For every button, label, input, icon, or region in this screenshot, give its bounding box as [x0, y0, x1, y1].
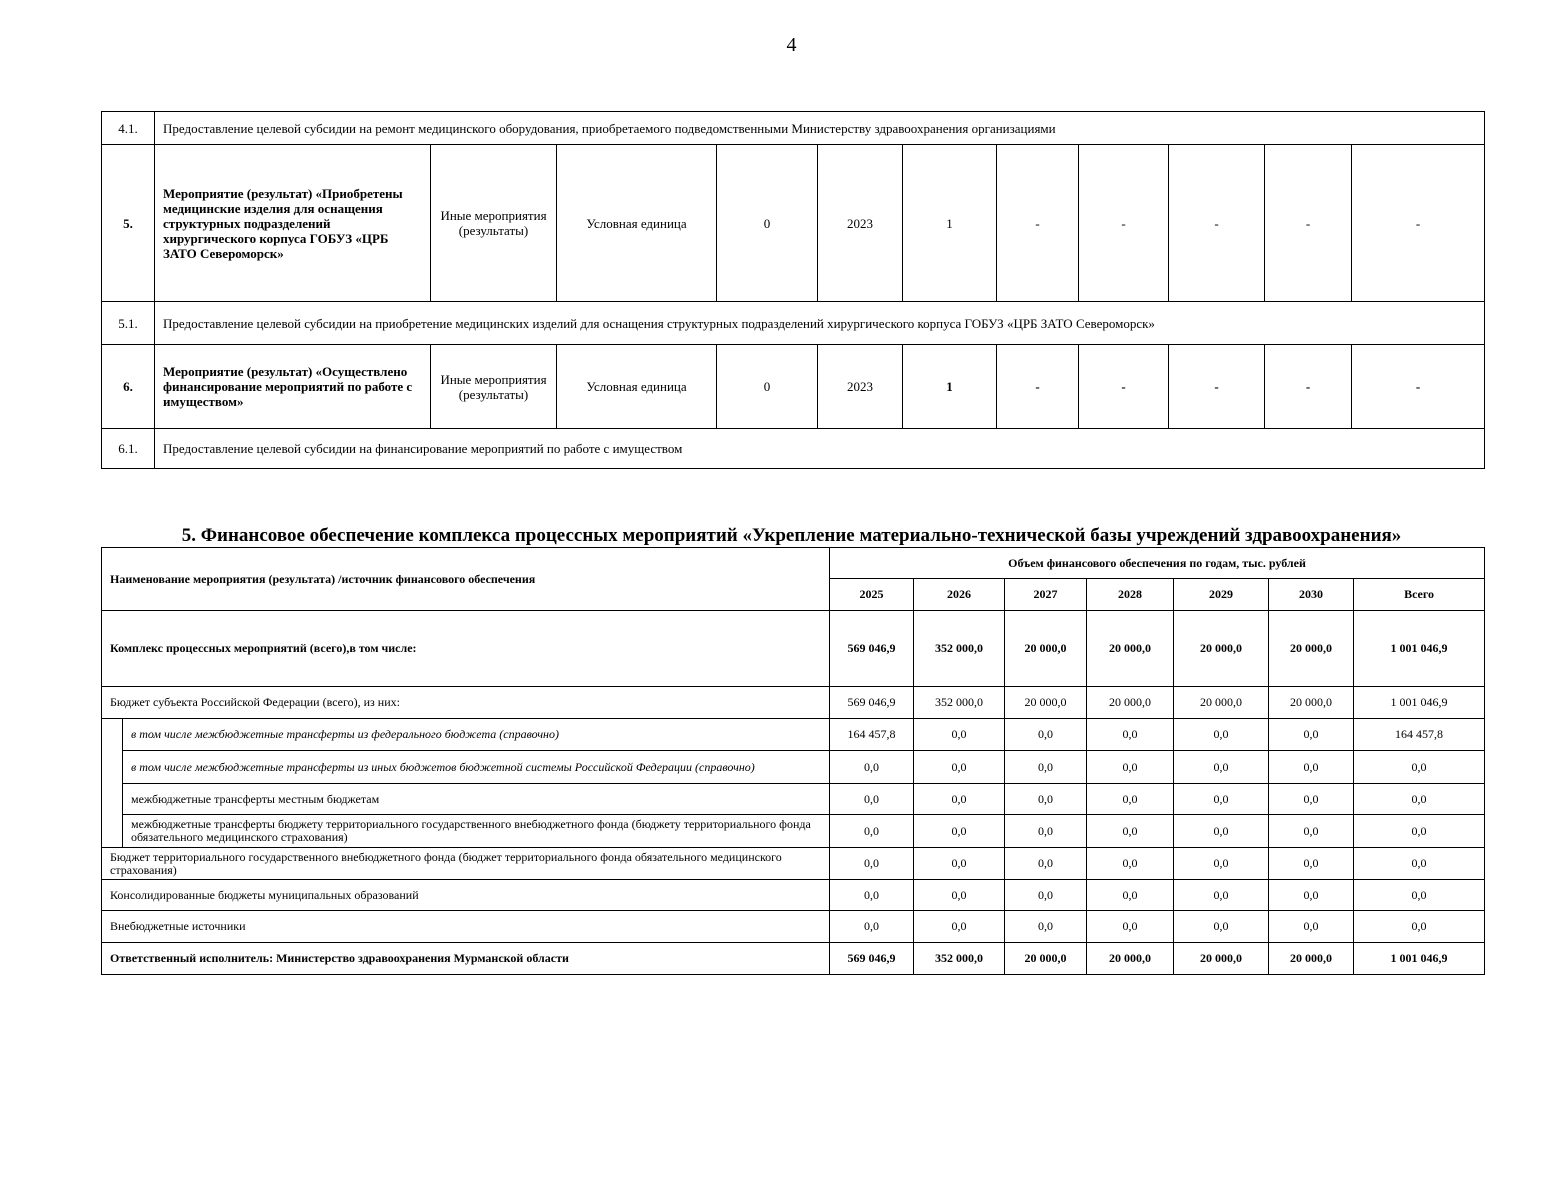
- amount-cell: 0,0: [1174, 751, 1269, 784]
- row-label: Бюджет территориального государственного внебюджетного фонда (бюджет территориального фонда обязательного медицинского страхования): [102, 848, 830, 880]
- value-cell: -: [1265, 345, 1352, 429]
- base-year: 2023: [818, 145, 903, 302]
- page-number: 4: [786, 34, 797, 56]
- year-header: 2030: [1269, 579, 1354, 611]
- amount-cell: 0,0: [830, 751, 914, 784]
- table-row: [102, 943, 1485, 975]
- amount-cell: 0,0: [1005, 848, 1087, 880]
- table-row: [102, 880, 1485, 911]
- row-text: Предоставление целевой субсидии на финансирование мероприятий по работе с имуществом: [155, 429, 1485, 469]
- table-row: [102, 687, 1485, 719]
- row-number: 6.1.: [102, 429, 155, 469]
- value-cell: -: [1352, 345, 1485, 429]
- value-cell: -: [1352, 145, 1485, 302]
- row-label: Бюджет субъекта Российской Федерации (всего), из них:: [102, 687, 830, 719]
- row-label: Ответственный исполнитель: Министерство здравоохранения Мурманской области: [102, 943, 830, 975]
- amount-cell: 0,0: [1005, 911, 1087, 943]
- base-value: 0: [717, 345, 818, 429]
- amount-cell: 0,0: [1269, 848, 1354, 880]
- value-cell: 1: [903, 145, 997, 302]
- table-row: [102, 784, 1485, 815]
- value-cell: -: [1079, 145, 1169, 302]
- amount-cell: 0,0: [1174, 880, 1269, 911]
- section-title: 5. Финансовое обеспечение комплекса процессных мероприятий «Укрепление материально-технической базы учреждений здравоохранения»: [181, 525, 1402, 546]
- row-number: 5.1.: [102, 302, 155, 345]
- table-row: [102, 815, 1485, 848]
- table-row: [102, 429, 1485, 469]
- indent-cell: [102, 719, 123, 848]
- amount-cell: 0,0: [1269, 784, 1354, 815]
- table-row: [102, 911, 1485, 943]
- table-row: [102, 112, 1485, 145]
- table-row: [102, 302, 1485, 345]
- amount-cell: 0,0: [1005, 880, 1087, 911]
- base-value: 0: [717, 145, 818, 302]
- year-header: 2029: [1174, 579, 1269, 611]
- year-header: 2026: [914, 579, 1005, 611]
- amount-cell: 20 000,0: [1005, 611, 1087, 687]
- row-text: Предоставление целевой субсидии на ремонт медицинского оборудования, приобретаемого подведомственными Министерству здравоохранения организациями: [155, 112, 1485, 145]
- amount-cell: 0,0: [1087, 848, 1174, 880]
- amount-cell: 0,0: [1005, 751, 1087, 784]
- amount-cell: 20 000,0: [1087, 611, 1174, 687]
- total-cell: 1 001 046,9: [1354, 611, 1485, 687]
- amount-cell: 0,0: [1087, 719, 1174, 751]
- row-label: межбюджетные трансферты бюджету территориального государственного внебюджетного фонда (бюджету территориального фонда обязательного медицинского страхования): [123, 815, 830, 848]
- amount-cell: 0,0: [1087, 815, 1174, 848]
- financing-table: [101, 547, 1485, 975]
- row-number: 5.: [102, 145, 155, 302]
- amount-cell: 0,0: [1005, 815, 1087, 848]
- value-cell: -: [1169, 145, 1265, 302]
- amount-cell: 0,0: [1269, 719, 1354, 751]
- amount-cell: 20 000,0: [1174, 687, 1269, 719]
- amount-cell: 0,0: [830, 784, 914, 815]
- amount-cell: 352 000,0: [914, 943, 1005, 975]
- total-header: Всего: [1354, 579, 1485, 611]
- row-number: 4.1.: [102, 112, 155, 145]
- year-header: 2028: [1087, 579, 1174, 611]
- amount-cell: 20 000,0: [1269, 943, 1354, 975]
- amount-cell: 0,0: [1174, 815, 1269, 848]
- base-year: 2023: [818, 345, 903, 429]
- measure-type: Иные мероприятия (результаты): [431, 145, 557, 302]
- amount-cell: 20 000,0: [1174, 943, 1269, 975]
- amount-cell: 0,0: [1087, 784, 1174, 815]
- amount-cell: 0,0: [830, 815, 914, 848]
- table-row: [102, 751, 1485, 784]
- unit: Условная единица: [557, 145, 717, 302]
- year-header: 2027: [1005, 579, 1087, 611]
- row-label: межбюджетные трансферты местным бюджетам: [123, 784, 830, 815]
- value-cell: -: [1079, 345, 1169, 429]
- year-header: 2025: [830, 579, 914, 611]
- amount-cell: 0,0: [1174, 911, 1269, 943]
- amount-cell: 0,0: [914, 719, 1005, 751]
- amount-cell: 0,0: [1269, 751, 1354, 784]
- table-row: [102, 719, 1485, 751]
- amount-cell: 352 000,0: [914, 611, 1005, 687]
- total-cell: 164 457,8: [1354, 719, 1485, 751]
- amount-cell: 0,0: [1269, 815, 1354, 848]
- table-row: [102, 145, 1485, 302]
- header-volume: Объем финансового обеспечения по годам, тыс. рублей: [830, 548, 1485, 579]
- header-row: [102, 548, 1485, 579]
- amount-cell: 569 046,9: [830, 943, 914, 975]
- amount-cell: 20 000,0: [1087, 943, 1174, 975]
- amount-cell: 0,0: [1005, 784, 1087, 815]
- value-cell: -: [1265, 145, 1352, 302]
- amount-cell: 0,0: [830, 911, 914, 943]
- row-label: Внебюджетные источники: [102, 911, 830, 943]
- total-cell: 0,0: [1354, 751, 1485, 784]
- amount-cell: 0,0: [1087, 751, 1174, 784]
- table-row: [102, 345, 1485, 429]
- amount-cell: 0,0: [1087, 880, 1174, 911]
- amount-cell: 20 000,0: [1174, 611, 1269, 687]
- amount-cell: 0,0: [914, 848, 1005, 880]
- measure-type: Иные мероприятия (результаты): [431, 345, 557, 429]
- value-cell: 1: [903, 345, 997, 429]
- total-cell: 0,0: [1354, 784, 1485, 815]
- row-label: в том числе межбюджетные трансферты из федерального бюджета (справочно): [123, 719, 830, 751]
- row-text: Предоставление целевой субсидии на приобретение медицинских изделий для оснащения структурных подразделений хирургического корпуса ГОБУЗ «ЦРБ ЗАТО Североморск»: [155, 302, 1485, 345]
- table-row: [102, 848, 1485, 880]
- amount-cell: 0,0: [1005, 719, 1087, 751]
- amount-cell: 0,0: [914, 784, 1005, 815]
- unit: Условная единица: [557, 345, 717, 429]
- amount-cell: 0,0: [1174, 848, 1269, 880]
- amount-cell: 0,0: [1174, 719, 1269, 751]
- header-name: Наименование мероприятия (результата) /источник финансового обеспечения: [102, 548, 830, 611]
- value-cell: -: [1169, 345, 1265, 429]
- measure-title: Мероприятие (результат) «Осуществлено финансирование мероприятий по работе с имуществом»: [155, 345, 431, 429]
- amount-cell: 0,0: [830, 880, 914, 911]
- value-cell: -: [997, 145, 1079, 302]
- row-label: в том числе межбюджетные трансферты из иных бюджетов бюджетной системы Российской Федерации (справочно): [123, 751, 830, 784]
- amount-cell: 569 046,9: [830, 611, 914, 687]
- total-cell: 0,0: [1354, 848, 1485, 880]
- amount-cell: 569 046,9: [830, 687, 914, 719]
- amount-cell: 0,0: [1269, 911, 1354, 943]
- amount-cell: 164 457,8: [830, 719, 914, 751]
- total-cell: 1 001 046,9: [1354, 687, 1485, 719]
- amount-cell: 20 000,0: [1269, 687, 1354, 719]
- total-cell: 1 001 046,9: [1354, 943, 1485, 975]
- results-table: [101, 111, 1485, 469]
- amount-cell: 20 000,0: [1269, 611, 1354, 687]
- total-cell: 0,0: [1354, 815, 1485, 848]
- amount-cell: 20 000,0: [1005, 687, 1087, 719]
- amount-cell: 0,0: [914, 751, 1005, 784]
- row-number: 6.: [102, 345, 155, 429]
- total-cell: 0,0: [1354, 880, 1485, 911]
- amount-cell: 352 000,0: [914, 687, 1005, 719]
- row-label: Консолидированные бюджеты муниципальных образований: [102, 880, 830, 911]
- amount-cell: 20 000,0: [1087, 687, 1174, 719]
- measure-title: Мероприятие (результат) «Приобретены медицинские изделия для оснащения структурных подразделений хирургического корпуса ГОБУЗ «ЦРБ ЗАТО Североморск»: [155, 145, 431, 302]
- amount-cell: 0,0: [1269, 880, 1354, 911]
- amount-cell: 0,0: [830, 848, 914, 880]
- amount-cell: 0,0: [1087, 911, 1174, 943]
- amount-cell: 0,0: [914, 815, 1005, 848]
- amount-cell: 0,0: [1174, 784, 1269, 815]
- amount-cell: 0,0: [914, 911, 1005, 943]
- total-cell: 0,0: [1354, 911, 1485, 943]
- amount-cell: 20 000,0: [1005, 943, 1087, 975]
- row-label: Комплекс процессных мероприятий (всего),в том числе:: [102, 611, 830, 687]
- value-cell: -: [997, 345, 1079, 429]
- table-row: [102, 611, 1485, 687]
- amount-cell: 0,0: [914, 880, 1005, 911]
